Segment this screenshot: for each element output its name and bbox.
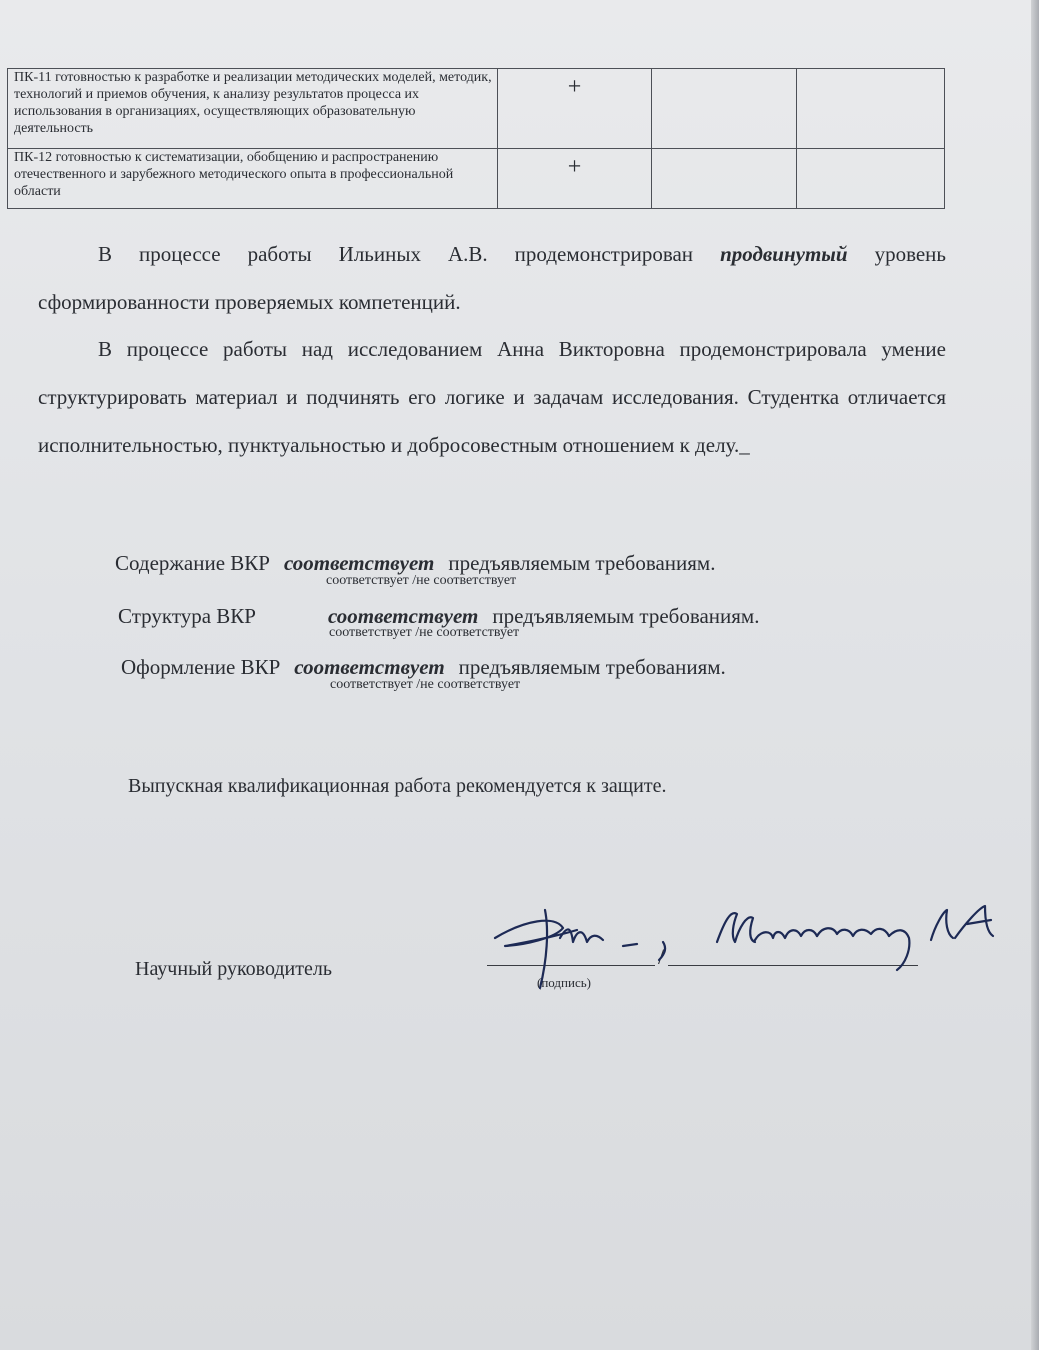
competency-mark: + [498,69,652,149]
assessment-text-end: уровень сформированности проверяемых компетенций. [38,242,946,314]
page-edge [1031,0,1039,1350]
criterion-label: Содержание ВКР [115,551,270,575]
supervisor-label: Научный руководитель [135,958,332,980]
competency-description: ПК-11 готовностью к разработке и реализации методических моделей, методик, технологий и приемов обучения, к анализу результатов процесса их использования в организациях, осуществляющих образовательную деятельность [8,69,498,149]
criterion-status: соответствует [283,551,435,575]
criterion-label: Оформление ВКР [121,655,281,679]
criterion-suffix: предъявляемым требованиям. [448,551,716,575]
signature-separator: / [658,944,665,969]
characteristic-paragraph [38,325,946,469]
criterion-hint: соответствует /не соответствует [330,677,521,692]
characteristic-text: В процессе работы над исследованием Анна Викторовна продемонстрировала умение структурировать материал и подчинять его логике и задачам исследования. Студентка отличается исполнительностью, пунктуальностью и добросовестным отношением к делу._ [38,337,946,457]
handwritten-signature [485,890,1025,1000]
criterion-hint: соответствует /не соответствует [329,625,520,640]
criterion-suffix: предъявляемым требованиям. [492,604,760,628]
table-row [8,69,945,149]
competency-table [7,68,945,209]
assessment-paragraph [38,230,946,326]
criterion-hint: соответствует /не соответствует [326,573,517,588]
criterion-label: Структура ВКР [118,604,256,628]
competency-level: продвинутый [720,242,848,266]
table-row [8,149,945,209]
criterion-status: соответствует [328,604,479,628]
competency-mark: + [498,149,652,209]
recommendation-text: Выпускная квалификационная работа рекомендуется к защите. [128,775,667,797]
empty-cell [797,149,945,209]
assessment-text-start: В процессе работы Ильиных А.В. продемонстрирован [98,242,694,266]
criterion-suffix: предъявляемым требованиям. [458,655,726,679]
criterion-status: соответствует [294,655,445,679]
competency-description: ПК-12 готовностью к систематизации, обобщению и распространению отечественного и зарубежного методического опыта в профессиональной области [8,149,498,209]
signature-caption: (подпись) [537,975,591,990]
empty-cell [652,69,797,149]
empty-cell [797,69,945,149]
empty-cell [652,149,797,209]
